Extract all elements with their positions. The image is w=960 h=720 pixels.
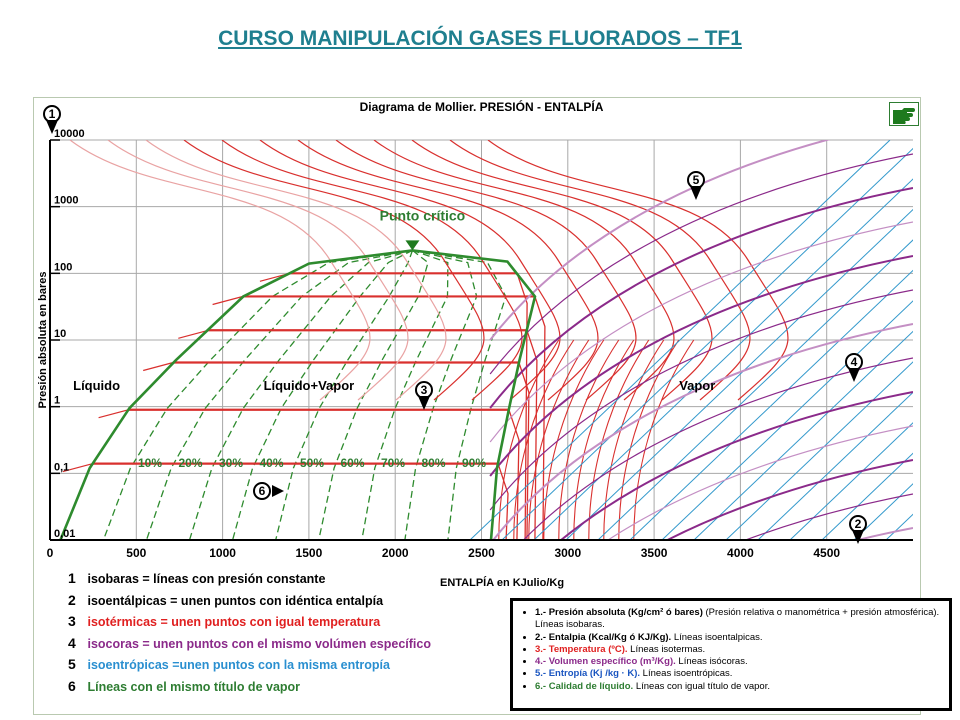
x-tick-label: 3000 <box>554 546 582 560</box>
isotherm-supercritical <box>184 140 484 400</box>
marker-pointer <box>690 186 702 200</box>
legend-item-2: 2 isoentálpicas = unen puntos con idéntica entalpía <box>68 591 384 608</box>
isotherm-supercritical <box>412 140 712 400</box>
region-label: Líquido+Vapor <box>263 378 355 394</box>
y-tick-label: 10000 <box>54 128 85 140</box>
info-item-1: • 1.- Presión absoluta (Kg/cm² ó bares) (Presión relativa o manométrica + presión atmosférica). Líneas isobaras. <box>535 607 941 632</box>
isotherm-vertical <box>544 340 604 540</box>
info-item-4: • 4.- Volumen específico (m³/Kg). Líneas isócoras. <box>535 656 941 668</box>
marker-pointer <box>852 530 864 544</box>
saturated-liquid-line <box>60 250 412 540</box>
critical-point-marker <box>405 240 419 250</box>
quality-label: 10% <box>137 456 163 470</box>
legend-item-4: 4 isocoras = unen puntos con el mismo volúmen específico <box>68 634 431 651</box>
quality-label: 60% <box>340 456 365 470</box>
x-tick-label: 0 <box>46 546 54 560</box>
x-axis-label: ENTALPÍA en KJulio/Kg <box>440 577 565 589</box>
marker-number: 4 <box>850 355 858 369</box>
legend <box>68 568 498 697</box>
info-item-5: • 5.- Entropía (Kj /kg · K). Líneas isoentrópicas. <box>535 668 941 680</box>
marker-number: 3 <box>420 383 428 397</box>
marker-number: 2 <box>854 517 862 531</box>
isotherm-supercritical <box>108 140 408 400</box>
pointing-hand-icon <box>890 103 918 125</box>
x-tick-label: 4500 <box>813 546 841 560</box>
x-tick-label: 2000 <box>381 546 409 560</box>
legend-item-5: 5 isoentrópicas =unen puntos con la misma entropía <box>68 656 390 672</box>
y-tick-label: 0,01 <box>54 528 76 540</box>
y-axis-label: Presión absoluta en bares <box>37 271 49 409</box>
page-title: CURSO MANIPULACIÓN GASES FLUORADOS – TF1 <box>218 27 742 50</box>
y-tick-label: 10 <box>54 328 67 340</box>
x-tick-label: 3500 <box>640 546 668 560</box>
critical-point-label: Punto crítico <box>379 207 466 224</box>
isotherm-vapor <box>498 464 508 542</box>
isotherm-supercritical <box>374 140 674 400</box>
y-tick-label: 100 <box>54 261 73 274</box>
quality-label: 70% <box>380 456 406 470</box>
quality-label: 30% <box>218 456 244 470</box>
info-item-2: • 2.- Entalpia (Kcal/Kg ó KJ/Kg). Líneas isoentalpicas. <box>535 632 941 644</box>
chart-title: Diagrama de Mollier. PRESIÓN - ENTALPÍA <box>359 100 604 114</box>
quality-label: 40% <box>259 456 284 470</box>
legend-item-3: 3 isotérmicas = unen puntos con igual temperatura <box>68 613 381 629</box>
marker-pointer <box>272 485 284 497</box>
quality-label: 20% <box>178 456 203 470</box>
quality-line <box>276 250 413 540</box>
quality-line <box>147 250 413 540</box>
x-tick-label: 1500 <box>295 546 323 560</box>
info-item-3: • 3.- Temperatura (ºC). Líneas isotermas. <box>535 644 941 656</box>
legend-item-1: 1 isobaras = líneas con presión constante <box>68 570 326 586</box>
isotherm-supercritical <box>450 140 750 400</box>
isentrope-line <box>918 140 960 540</box>
info-item-6: • 6.- Calidad de líquido. Líneas con igual título de vapor. <box>535 681 941 693</box>
marker-pointer <box>848 368 860 382</box>
marker-number: 5 <box>692 173 700 187</box>
x-tick-label: 4000 <box>727 546 754 560</box>
quality-label: 90% <box>461 456 487 470</box>
isentrope-line <box>950 140 960 540</box>
y-tick-label: 1000 <box>54 194 79 207</box>
info-box <box>510 598 952 711</box>
region-label: Líquido <box>73 378 121 394</box>
marker-number: 6 <box>258 484 266 498</box>
next-slide-button[interactable] <box>889 102 919 126</box>
x-tick-label: 1000 <box>209 546 236 560</box>
x-tick-label: 500 <box>126 546 147 560</box>
isotherm-vapor <box>517 273 527 542</box>
quality-label: 50% <box>299 456 325 470</box>
y-tick-label: 0,1 <box>54 461 70 474</box>
x-tick-label: 2500 <box>468 546 495 560</box>
quality-line <box>362 250 448 540</box>
legend-item-6: 6 Líneas con el mismo título de vapor <box>68 677 301 694</box>
isotherm-supercritical <box>70 140 370 400</box>
marker-number: 1 <box>48 107 56 121</box>
isotherm-supercritical <box>222 140 522 400</box>
region-label: Vapor <box>679 378 716 394</box>
y-tick-label: 1 <box>54 394 61 407</box>
isotherm-vertical <box>604 340 664 540</box>
marker-pointer <box>418 396 430 410</box>
quality-label: 80% <box>421 456 446 470</box>
